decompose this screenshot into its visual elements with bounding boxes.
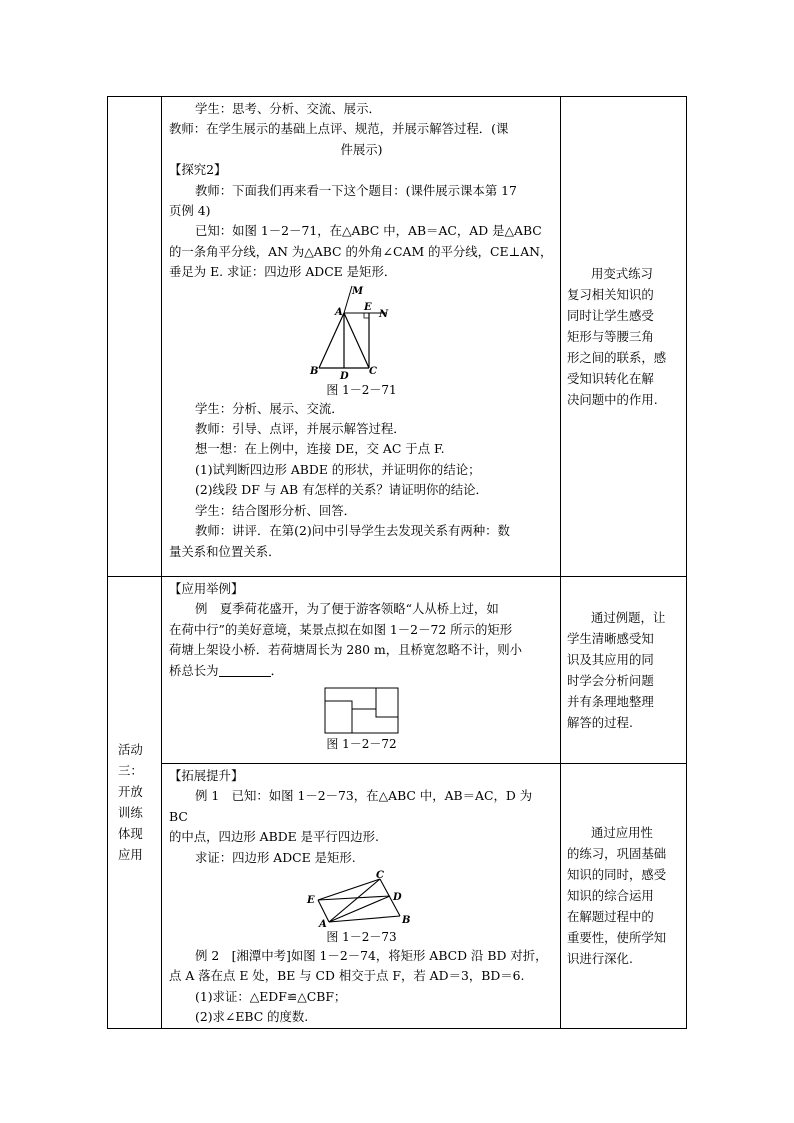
label-b: B	[309, 365, 318, 377]
process-cell-extension	[162, 764, 561, 1029]
text-line: 教师：在学生展示的基础上点评、规范，并展示解答过程．(课	[169, 121, 509, 137]
label-a: A	[318, 919, 327, 929]
section-heading: 【探究2】	[169, 162, 227, 178]
note-line: 识进行深化.	[567, 951, 633, 967]
text-line: (2)求∠EBC 的度数.	[195, 1009, 309, 1025]
figure-1-2-72	[324, 687, 400, 735]
label-d: D	[392, 892, 402, 904]
label-n: N	[378, 308, 388, 320]
text-fragment: 桥总长为	[169, 662, 219, 678]
text-line: 教师：引导、点评，并展示解答过程．	[195, 421, 406, 437]
section-heading: 【拓展提升】	[169, 768, 244, 783]
text-line: 学生：分析、展示、交流．	[195, 400, 344, 416]
note-line: 同时让学生感受	[567, 308, 654, 323]
text-line: 学生：结合图形分析、回答．	[195, 502, 357, 518]
activity-line: 应用	[118, 847, 143, 863]
note-line: 决问题中的作用.	[567, 392, 658, 407]
note-line: 知识的同时，感受	[567, 867, 667, 883]
text-line: 已知：如图 1－2－71，在△ABC 中，AB＝AC，AD 是△ABC	[195, 223, 542, 239]
note-line: 复习相关知识的	[567, 287, 654, 302]
note-line: 形之间的联系，感	[567, 350, 667, 365]
text-line: 页例 4)	[169, 203, 211, 219]
label-d: D	[339, 370, 349, 381]
text-line: 例 2 [湘潭中考]如图 1－2－74，将矩形 ABCD 沿 BD 对折，	[195, 948, 548, 964]
note-line: 知识的综合运用	[567, 888, 654, 904]
label-m: M	[351, 285, 363, 297]
activity-cell	[108, 577, 162, 1029]
text-line: 件展示)	[340, 141, 383, 157]
text-line: 例 夏季荷花盛开，为了便于游客领略“人从桥上过，如	[195, 601, 499, 617]
design-note	[561, 822, 686, 969]
right-angle-mark	[364, 313, 369, 318]
activity-line: 三：	[118, 763, 143, 779]
figure-1-2-73	[302, 870, 422, 928]
table-row-exploration	[108, 97, 687, 577]
text-line: 学生：思考、分析、交流、展示．	[195, 101, 381, 116]
figure-caption: 图 1－2－71	[326, 382, 397, 397]
note-line: 通过应用性	[591, 825, 653, 841]
text-line: (2)线段 DF 与 AB 有怎样的关系？请证明你的结论．	[195, 482, 488, 498]
note-line: 解答的过程.	[567, 715, 633, 730]
activity-line: 训练	[118, 805, 143, 821]
note-line: 并有条理地整理	[567, 694, 654, 709]
text-line: 的一条角平分线，AN 为△ABC 的外角∠CAM 的平分线，CE⊥AN，	[169, 243, 553, 259]
process-cell-application	[162, 577, 561, 764]
pond-rectangle	[325, 688, 398, 733]
label-b: B	[401, 915, 410, 927]
segment-ac	[329, 879, 380, 922]
text-line: 的中点，四边形 ABDE 是平行四边形.	[169, 829, 379, 845]
answer-blank	[219, 663, 271, 677]
text-line: 教师：下面我们再来看一下这个题目：(课件展示课本第 17	[195, 182, 517, 198]
note-line: 受知识转化在解	[567, 371, 654, 386]
activity-line: 体现	[118, 826, 143, 842]
label-c: C	[375, 870, 384, 882]
design-note-cell	[561, 577, 687, 764]
activity-line: 活动	[118, 742, 143, 758]
design-note	[561, 607, 686, 733]
text-line: 荷塘上架设小桥．若荷塘周长为 280 m，且桥宽忽略不计，则小	[169, 642, 523, 658]
activity-cell-empty	[108, 97, 162, 577]
label-e: E	[363, 301, 372, 313]
text-line: 例 1 已知：如图 1－2－73，在△ABC 中，AB＝AC，D 为 BC	[169, 788, 533, 824]
activity-label	[108, 739, 150, 865]
text-line: 垂足为 E. 求证：四边形 ADCE 是矩形．	[169, 264, 397, 280]
table-row-application	[108, 577, 687, 764]
text-line: 求证：四边形 ADCE 是矩形.	[195, 849, 356, 865]
text-line: 点 A 落在点 E 处，BE 与 CD 相交于点 F，若 AD＝3，BD＝6.	[169, 968, 525, 984]
text-line: 想一想：在上例中，连接 DE，交 AC 于点 F.	[195, 441, 445, 457]
text-line: 量关系和位置关系．	[169, 543, 281, 559]
text-line: 在荷中行”的美好意境，某景点拟在如图 1－2－72 所示的矩形	[169, 621, 513, 637]
process-cell-exploration	[162, 97, 561, 577]
table-row-extension	[108, 764, 687, 1029]
note-line: 通过例题，让	[591, 610, 666, 625]
note-line: 重要性，使所学知	[567, 930, 667, 946]
figure-1-2-71	[307, 283, 417, 381]
design-note	[561, 263, 686, 410]
section-heading: 【应用举例】	[169, 581, 244, 596]
label-a: A	[334, 306, 343, 318]
text-line	[169, 661, 554, 681]
text-line: 教师：讲评．在第(2)问中引导学生去发现关系有两种：数	[195, 523, 510, 539]
activity-line: 开放	[118, 784, 143, 800]
note-line: 用变式练习	[591, 266, 653, 281]
side-ac	[344, 313, 369, 368]
figure-caption: 图 1－2－73	[326, 930, 397, 945]
note-line: 矩形与等腰三角	[567, 329, 654, 344]
label-e: E	[306, 895, 315, 907]
note-line: 的练习，巩固基础	[567, 846, 667, 862]
note-line: 学生清晰感受知	[567, 631, 654, 646]
figure-caption: 图 1－2－72	[326, 737, 397, 752]
ray-am	[344, 286, 352, 313]
design-note-cell	[561, 97, 687, 577]
note-line: 时学会分析问题	[567, 673, 654, 688]
note-line: 在解题过程中的	[567, 909, 654, 925]
design-note-cell	[561, 764, 687, 1029]
note-line: 识及其应用的同	[567, 652, 654, 667]
lesson-plan-table	[107, 96, 687, 1029]
side-ab	[319, 313, 344, 368]
text-fragment: ．	[270, 662, 283, 678]
bridge-path	[325, 701, 398, 717]
label-c: C	[368, 365, 377, 377]
text-line: (1)求证：△EDF≌△CBF；	[195, 988, 347, 1004]
text-line: (1)试判断四边形 ABDE 的形状，并证明你的结论；	[195, 461, 481, 477]
